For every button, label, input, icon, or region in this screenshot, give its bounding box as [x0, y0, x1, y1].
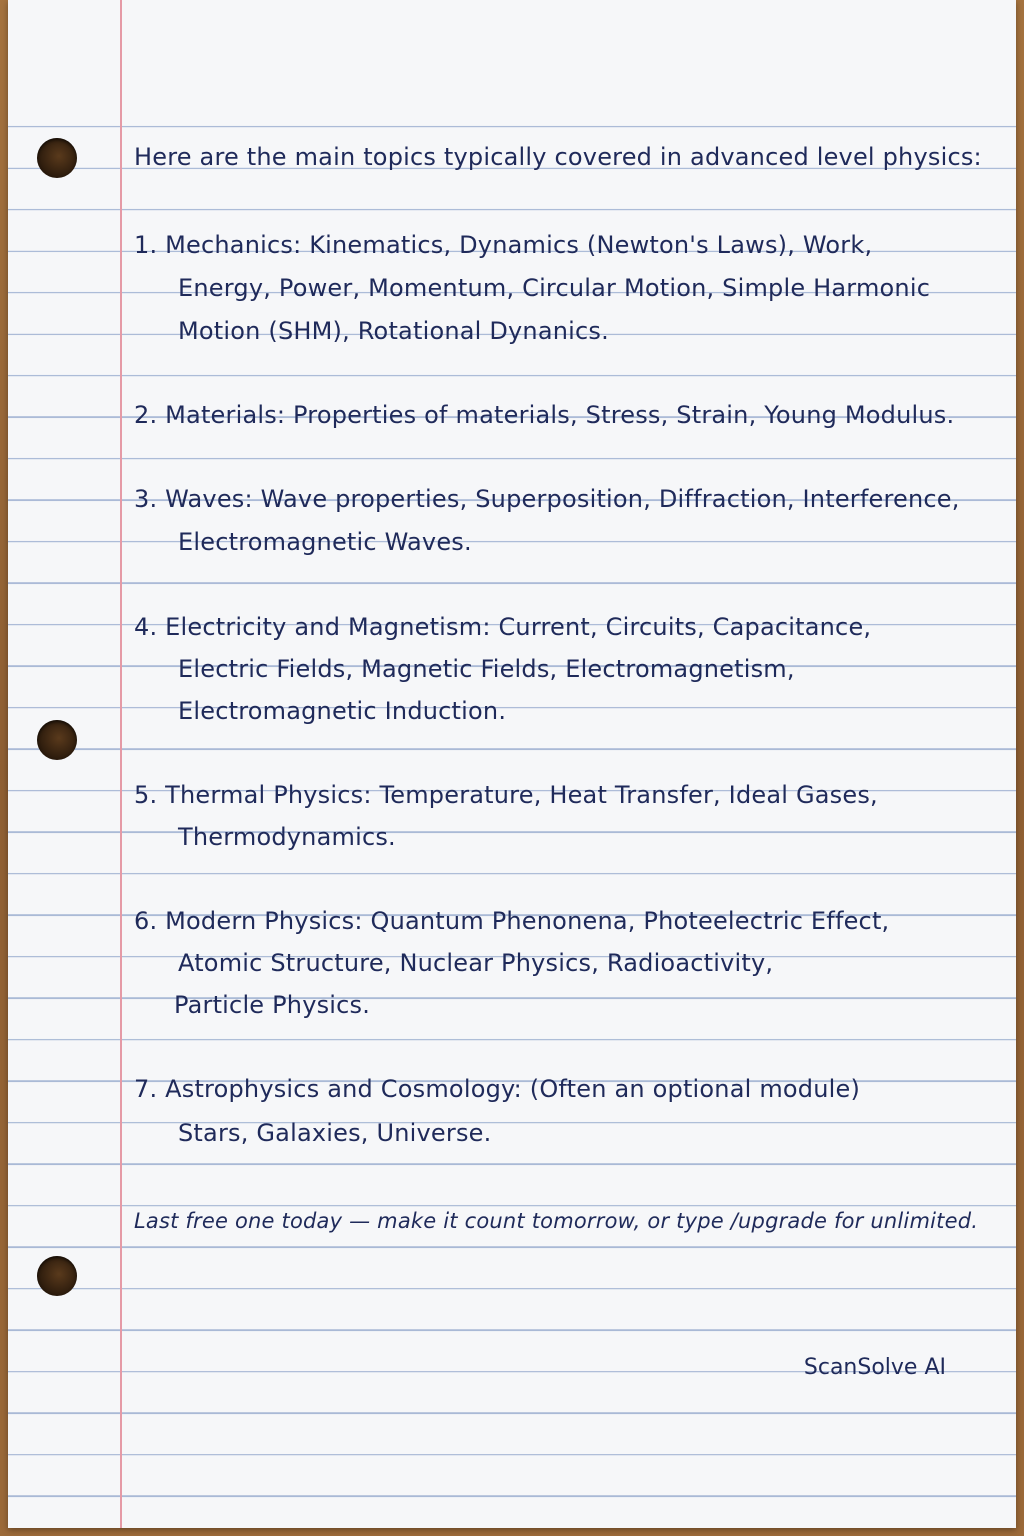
topic-7-line-1: 7. Astrophysics and Cosmology: (Often an optional module) [134, 1075, 861, 1103]
topic-1-line-3: Motion (SHM), Rotational Dynanics. [178, 317, 609, 345]
upgrade-notice: Last free one today — make it count tomorrow, or type /upgrade for unlimited. [134, 1209, 979, 1233]
topic-4-line-2: Electric Fields, Magnetic Fields, Electromagnetism, [178, 655, 795, 683]
margin-line [120, 0, 122, 1528]
topic-5-line-2: Thermodynamics. [178, 823, 396, 851]
punch-hole-middle [37, 720, 77, 760]
topic-6-line-3: Particle Physics. [174, 991, 371, 1019]
topic-4-line-3: Electromagnetic Induction. [178, 697, 507, 725]
topic-1-line-1: 1. Mechanics: Kinematics, Dynamics (Newton's Laws), Work, [134, 231, 873, 259]
punch-hole-top [37, 138, 77, 178]
intro-line: Here are the main topics typically covered in advanced level physics: [134, 143, 982, 171]
topic-5-line-1: 5. Thermal Physics: Temperature, Heat Transfer, Ideal Gases, [134, 781, 878, 809]
topic-3-line-2: Electromagnetic Waves. [178, 528, 472, 556]
signature: ScanSolve AI [803, 1355, 946, 1380]
punch-hole-bottom [37, 1256, 77, 1296]
topic-6-line-2: Atomic Structure, Nuclear Physics, Radioactivity, [178, 949, 774, 977]
topic-7-line-2: Stars, Galaxies, Universe. [178, 1119, 492, 1147]
topic-3-line-1: 3. Waves: Wave properties, Superposition, Diffraction, Interference, [134, 485, 960, 513]
topic-4-line-1: 4. Electricity and Magnetism: Current, Circuits, Capacitance, [134, 613, 872, 641]
topic-6-line-1: 6. Modern Physics: Quantum Phenonena, Photeelectric Effect, [134, 907, 890, 935]
topic-1-line-2: Energy, Power, Momentum, Circular Motion, Simple Harmonic [178, 274, 931, 302]
topic-2-line-1: 2. Materials: Properties of materials, Stress, Strain, Young Modulus. [134, 401, 955, 429]
notebook-paper [8, 0, 1016, 1528]
